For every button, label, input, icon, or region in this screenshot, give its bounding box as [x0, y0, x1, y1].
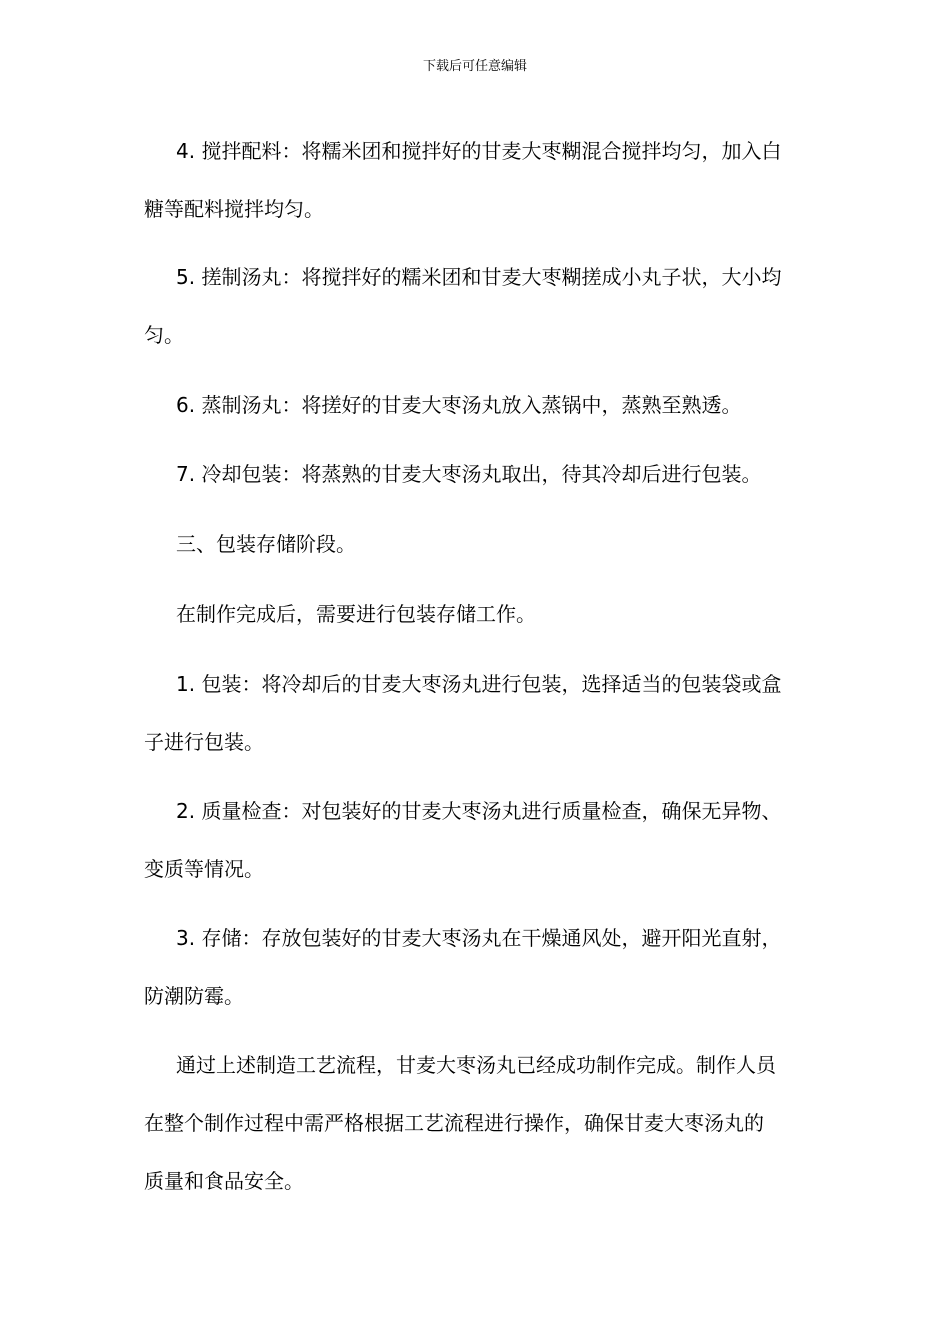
paragraph-line: 1. 包装：将冷却后的甘麦大枣汤丸进行包装，选择适当的包装袋或盒 — [176, 672, 782, 696]
page-header: 下载后可任意编辑 — [422, 59, 527, 74]
paragraph-line: 3. 存储：存放包装好的甘麦大枣汤丸在干燥通风处，避开阳光直射， — [176, 926, 782, 950]
paragraph-line: 匀。 — [144, 323, 184, 347]
pack-step-2-paragraph — [144, 782, 806, 898]
step-7-cooling-paragraph — [144, 445, 806, 503]
paragraph-line: 7. 冷却包装：将蒸熟的甘麦大枣汤丸取出，待其冷却后进行包装。 — [176, 462, 762, 486]
step-6-steaming-paragraph — [144, 376, 806, 434]
paragraph-line: 变质等情况。 — [144, 857, 264, 881]
section-heading-packaging — [144, 515, 806, 573]
paragraph-line: 5. 搓制汤丸：将搅拌好的糯米团和甘麦大枣糊搓成小丸子状，大小均 — [176, 265, 782, 289]
paragraph-line: 三、包装存储阶段。 — [176, 532, 356, 556]
pack-step-1-paragraph — [144, 655, 806, 771]
conclusion-paragraph — [144, 1036, 806, 1210]
paragraph-line: 防潮防霉。 — [144, 984, 244, 1008]
paragraph-line: 糖等配料搅拌均匀。 — [144, 197, 324, 221]
paragraph-line: 在制作完成后，需要进行包装存储工作。 — [176, 602, 536, 626]
paragraph-line: 4. 搅拌配料：将糯米团和搅拌好的甘麦大枣糊混合搅拌均匀，加入白 — [176, 139, 782, 163]
paragraph-line: 在整个制作过程中需严格根据工艺流程进行操作，确保甘麦大枣汤丸的 — [144, 1111, 764, 1135]
step-5-rolling-paragraph — [144, 248, 806, 364]
paragraph-line: 6. 蒸制汤丸：将搓好的甘麦大枣汤丸放入蒸锅中，蒸熟至熟透。 — [176, 393, 742, 417]
step-4-mixing-paragraph — [144, 122, 806, 238]
paragraph-line: 通过上述制造工艺流程，甘麦大枣汤丸已经成功制作完成。制作人员 — [176, 1053, 776, 1077]
pack-step-3-paragraph — [144, 909, 806, 1025]
packaging-intro-paragraph — [144, 585, 806, 643]
paragraph-line: 2. 质量检查：对包装好的甘麦大枣汤丸进行质量检查，确保无异物、 — [176, 799, 782, 823]
paragraph-line: 子进行包装。 — [144, 730, 264, 754]
paragraph-line: 质量和食品安全。 — [144, 1169, 304, 1193]
